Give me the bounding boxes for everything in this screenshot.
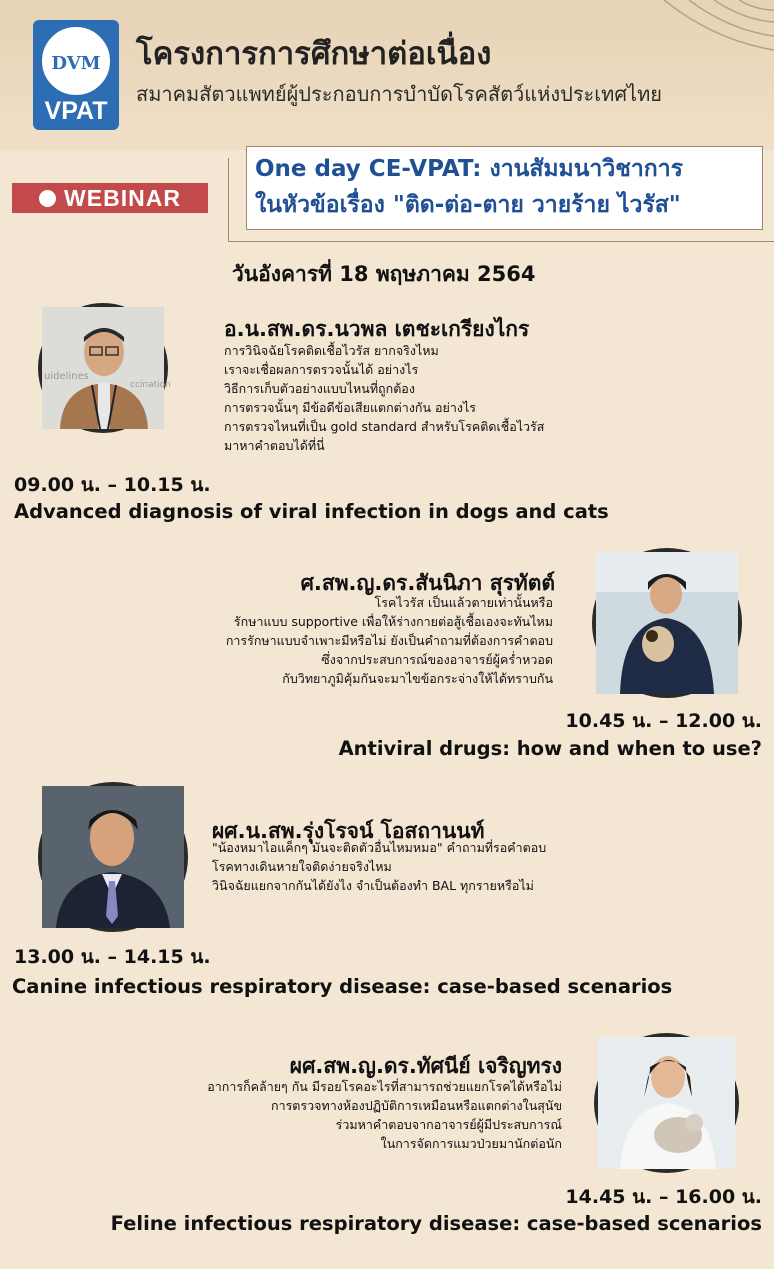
svg-text:uidelines: uidelines bbox=[44, 371, 89, 382]
description-line: ซึ่งจากประสบการณ์ของอาจารย์ผู้คร่ำหวอด bbox=[321, 652, 553, 667]
description-line: การวินิจฉัยโรคติดเชื้อไวรัส ยากจริงไหม bbox=[224, 343, 439, 358]
description-line: อาการก็คล้ายๆ กัน มีรอยโรคอะไรที่สามารถช่วยแยกโรคได้หรือไม่ bbox=[207, 1079, 562, 1094]
person-icon bbox=[42, 307, 171, 429]
svg-text:ccination: ccination bbox=[130, 380, 171, 390]
description-line: กับวิทยาภูมิคุ้มกันจะมาไขข้อกระจ่างให้ได้ทราบกัน bbox=[282, 671, 553, 686]
record-dot-icon bbox=[39, 190, 56, 207]
session-topic-3: Canine infectious respiratory disease: case-based scenarios bbox=[12, 975, 673, 998]
session-time-2: 10.45 น. – 12.00 น. bbox=[565, 710, 762, 732]
person-icon bbox=[42, 786, 184, 928]
session-description-3 bbox=[212, 838, 546, 895]
speaker-name-4: ผศ.สพ.ญ.ดร.ทัศนีย์ เจริญทรง bbox=[289, 1054, 562, 1078]
speaker-photo-1 bbox=[38, 303, 171, 433]
project-title: โครงการการศึกษาต่อเนื่อง bbox=[136, 36, 492, 72]
event-title-box bbox=[246, 146, 763, 230]
speaker-photo-2 bbox=[592, 548, 742, 698]
description-line: โรคทางเดินหายใจติดง่ายจริงไหม bbox=[212, 859, 392, 874]
description-line: วิธีการเก็บตัวอย่างแบบไหนที่ถูกต้อง bbox=[224, 381, 415, 396]
speaker-name-3: ผศ.น.สพ.รุ่งโรจน์ โอสถานนท์ bbox=[212, 819, 485, 843]
session-topic-2: Antiviral drugs: how and when to use? bbox=[338, 737, 762, 760]
session-description-1 bbox=[224, 341, 544, 455]
webinar-badge bbox=[12, 183, 208, 213]
speaker-name-2: ศ.สพ.ญ.ดร.สันนิภา สุรทัตต์ bbox=[300, 571, 555, 595]
session-time-4: 14.45 น. – 16.00 น. bbox=[565, 1186, 762, 1208]
logo-emblem bbox=[39, 24, 113, 98]
description-line: การรักษาแบบจำเพาะมีหรือไม่ ยังเป็นคำถามที่ต้องการคำตอบ bbox=[225, 633, 553, 648]
speaker-photo-4 bbox=[594, 1033, 739, 1173]
description-line: การตรวจไหนที่เป็น gold standard สำหรับโรคติดเชื้อไวรัส bbox=[224, 419, 545, 434]
association-name: สมาคมสัตวแพทย์ผู้ประกอบการบำบัดโรคสัตว์แห่งประเทศไทย bbox=[136, 82, 662, 106]
event-title-line1: One day CE-VPAT: งานสัมมนาวิชาการ bbox=[255, 156, 683, 182]
logo-dvm-text: DVM bbox=[51, 53, 101, 74]
person-icon bbox=[596, 552, 738, 694]
description-line: ในการจัดการแมวป่วยมานักต่อนัก bbox=[380, 1136, 562, 1151]
event-date: วันอังคารที่ 18 พฤษภาคม 2564 bbox=[232, 262, 536, 286]
session-topic-1: Advanced diagnosis of viral infection in dogs and cats bbox=[14, 500, 609, 523]
session-time-1: 09.00 น. – 10.15 น. bbox=[14, 474, 211, 496]
description-line: รักษาแบบ supportive เพื่อให้ร่างกายต่อสู้เชื้อเองจะทันไหม bbox=[233, 614, 553, 629]
description-line: ร่วมหาคำตอบจากอาจารย์ผู้มีประสบการณ์ bbox=[335, 1117, 562, 1132]
session-time-3: 13.00 น. – 14.15 น. bbox=[14, 946, 211, 968]
session-topic-4: Feline infectious respiratory disease: case-based scenarios bbox=[110, 1212, 762, 1235]
session-description-4 bbox=[207, 1077, 562, 1153]
speaker-name-1: อ.น.สพ.ดร.นวพล เตชะเกรียงไกร bbox=[224, 317, 530, 341]
event-title-line2: ในหัวข้อเรื่อง "ติด-ต่อ-ตาย วายร้าย ไวรัส" bbox=[255, 192, 681, 218]
person-icon bbox=[598, 1037, 735, 1169]
vpat-logo bbox=[33, 20, 119, 130]
description-line: "น้องหมาไอแค็กๆ มันจะติดตัวอื่นไหมหมอ" คำถามที่รอคำตอบ bbox=[212, 840, 547, 855]
speaker-photo-3 bbox=[38, 782, 188, 932]
description-line: โรคไวรัส เป็นแล้วตายเท่านั้นหรือ bbox=[374, 595, 553, 610]
description-line: การตรวจทางห้องปฏิบัติการเหมือนหรือแตกต่างในสุนัข bbox=[271, 1098, 562, 1113]
description-line: การตรวจนั้นๆ มีข้อดีข้อเสียแตกต่างกัน อย่างไร bbox=[224, 400, 476, 415]
description-line: มาหาคำตอบได้ที่นี่ bbox=[224, 438, 325, 453]
session-description-2 bbox=[226, 593, 553, 688]
description-line: เราจะเชื่อผลการตรวจนั้นได้ อย่างไร bbox=[224, 362, 419, 377]
decorative-lines bbox=[644, 0, 774, 60]
webinar-label: WEBINAR bbox=[64, 184, 181, 211]
logo-text: VPAT bbox=[44, 97, 108, 125]
description-line: วินิจฉัยแยกจากกันได้ยังไง จำเป็นต้องทำ BAL ทุกรายหรือไม่ bbox=[212, 878, 534, 893]
